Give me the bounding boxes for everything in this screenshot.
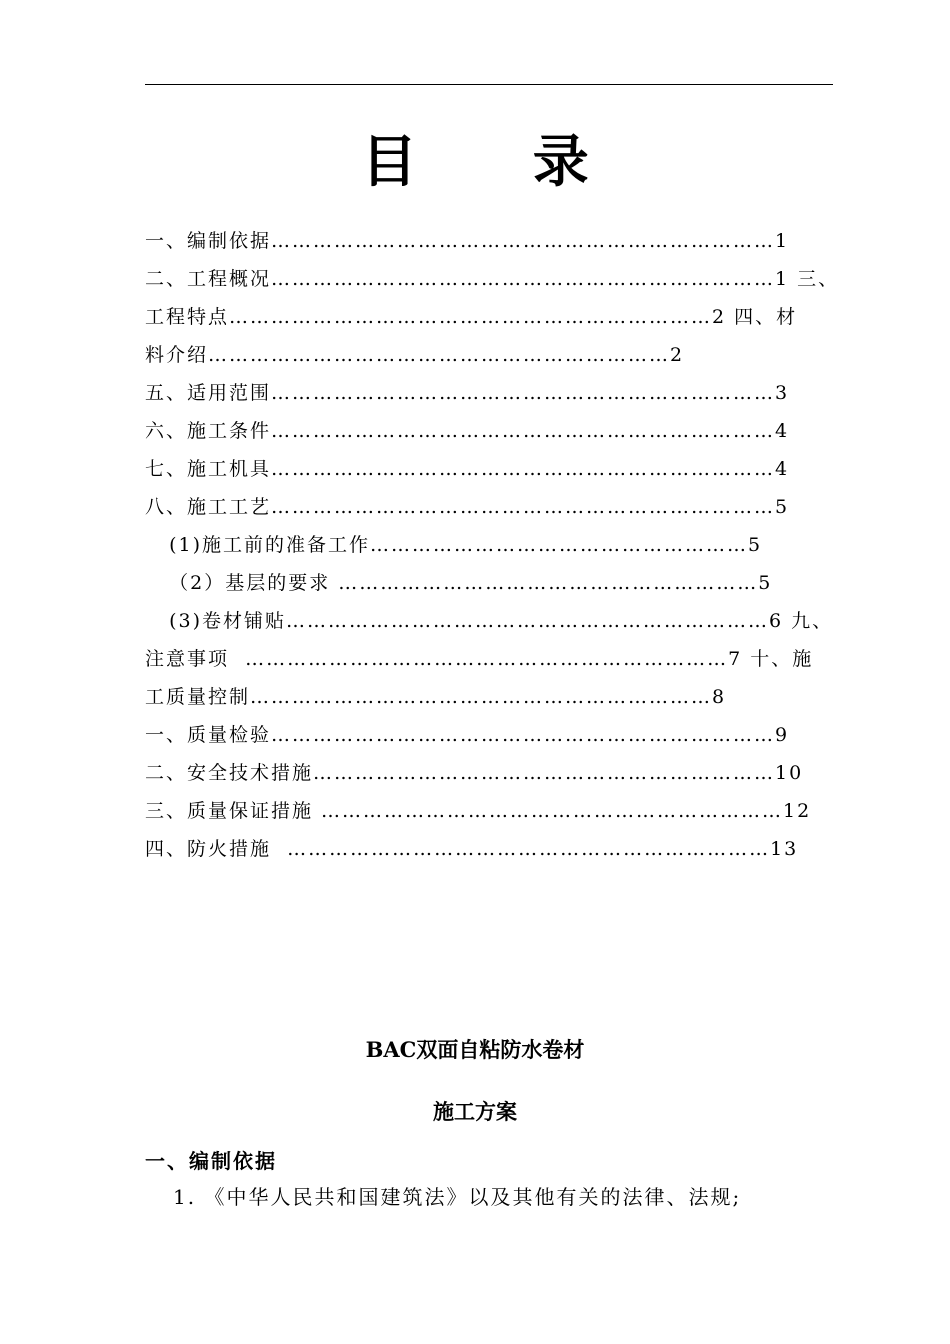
toc-entry[interactable]: 五、适用范围………………………………………………………………3 xyxy=(145,382,790,404)
document-subtitle: 施工方案 xyxy=(433,1099,517,1124)
toc-entry[interactable]: (1)施工前的准备工作………………………………………………5 xyxy=(145,534,763,556)
toc-entry[interactable]: 二、安全技术措施…………………………………………………………10 xyxy=(145,762,804,784)
toc-entry[interactable]: (3)卷材铺贴……………………………………………………………6 九、 xyxy=(145,610,834,632)
toc-entry[interactable]: 工程特点……………………………………………………………2 四、材 xyxy=(145,306,798,328)
toc-entry[interactable]: 一、质量检验………………………………………………………………9 xyxy=(145,724,790,746)
section-heading: 一、编制依据 xyxy=(145,1149,277,1173)
toc-entry[interactable]: 七、施工机具………………………………………………………………4 xyxy=(145,458,790,480)
toc-entry[interactable]: 料介绍…………………………………………………………2 xyxy=(145,344,685,366)
header-rule xyxy=(145,84,833,85)
toc-entry[interactable]: 二、工程概况………………………………………………………………1 三、 xyxy=(145,268,840,290)
toc-entry[interactable]: 四、防火措施 ……………………………………………………………13 xyxy=(145,838,799,860)
toc-entry[interactable]: （2）基层的要求 ……………………………………………………5 xyxy=(145,572,773,594)
toc-title: 目 录 xyxy=(361,129,637,195)
document-title: BAC双面自粘防水卷材 xyxy=(365,1037,585,1062)
toc-entry[interactable]: 六、施工条件………………………………………………………………4 xyxy=(145,420,790,442)
paragraph: 1. 《中华人民共和国建筑法》以及其他有关的法律、法规; xyxy=(173,1185,742,1209)
toc-entry[interactable]: 八、施工工艺………………………………………………………………5 xyxy=(145,496,790,518)
toc-entry[interactable]: 注意事项 ……………………………………………………………7 十、施 xyxy=(145,648,814,670)
toc-entry[interactable]: 三、质量保证措施 …………………………………………………………12 xyxy=(145,800,812,822)
toc-entry[interactable]: 一、编制依据………………………………………………………………1 xyxy=(145,230,790,252)
toc-entry[interactable]: 工质量控制…………………………………………………………8 xyxy=(145,686,727,708)
